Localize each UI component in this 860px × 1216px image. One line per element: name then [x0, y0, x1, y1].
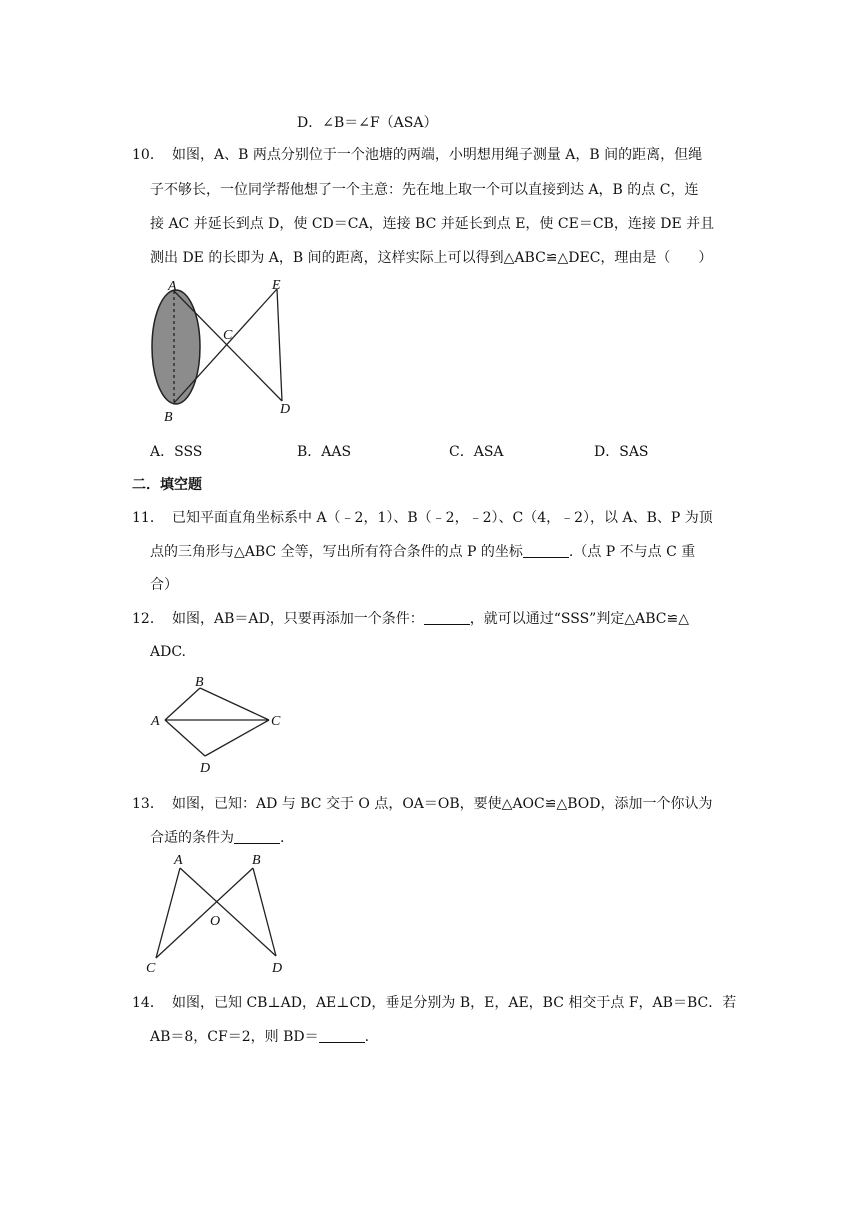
section-fill-in-title: 二．填空题 [132, 477, 202, 493]
label-b: B [252, 853, 261, 868]
q10-text-line2: 子不够长，一位同学帮他想了一个主意：先在地上取一个可以直接到达 A，B 的点 C，连 [150, 182, 699, 198]
q14-text-line2 [150, 1027, 369, 1047]
segment-de [277, 289, 282, 401]
q10-number: 10． [132, 147, 164, 163]
label-b: B [195, 675, 204, 690]
q11-answer-blank[interactable] [523, 543, 569, 558]
label-a: A [174, 853, 183, 868]
q11-text-line3: 合） [150, 577, 178, 593]
q11-text-line2b: .（点 P 不与点 C 重 [568, 544, 696, 560]
q13-number: 13． [132, 796, 164, 812]
q13-text-line2 [150, 828, 284, 848]
label-e: E [272, 278, 281, 293]
q12-text-line1a: 如图，AB＝AD，只要再添加一个条件： [172, 611, 424, 627]
segment-bc [200, 688, 269, 720]
q11-text-line2 [150, 542, 695, 562]
q10-option-d[interactable]: D．SAS [594, 444, 649, 460]
segment-bc [156, 868, 253, 958]
label-d: D [272, 961, 283, 976]
label-c: C [223, 328, 233, 343]
q14-answer-blank[interactable] [319, 1028, 365, 1043]
label-o: O [210, 914, 221, 929]
label-c: C [146, 961, 156, 976]
q9-option-d: D．∠B＝∠F（ASA） [297, 115, 438, 131]
segment-ad [165, 720, 205, 756]
q10-option-b[interactable]: B．AAS [297, 444, 352, 460]
segment-dc [205, 720, 269, 756]
q14-text-line2b: . [364, 1029, 370, 1045]
label-c: C [271, 714, 281, 729]
q11-text-line1: 已知平面直角坐标系中 A（﹣2，1）、B（﹣2，﹣2）、C（4，﹣2），以 A、B、P 为顶 [172, 510, 713, 526]
label-d: D [200, 761, 211, 776]
segment-ad [180, 868, 276, 956]
q10-text-line1: 如图，A、B 两点分别位于一个池塘的两端，小明想用绳子测量 A，B 间的距离，但绳 [172, 147, 703, 163]
segment-ac [156, 868, 180, 958]
q10-text-line3: 接 AC 并延长到点 D，使 CD＝CA，连接 BC 并延长到点 E，使 CE＝CB，连接 DE 并且 [150, 216, 715, 232]
q12-quadrilateral-figure [145, 668, 295, 780]
q11-number: 11． [132, 510, 164, 526]
q10-option-a[interactable]: A．SSS [150, 444, 203, 460]
q14-number: 14． [132, 995, 164, 1011]
q13-answer-blank[interactable] [234, 829, 280, 844]
q12-number: 12． [132, 611, 164, 627]
q12-text-line2: ADC. [150, 644, 186, 660]
q12-text-line1 [172, 609, 689, 629]
label-a: A [151, 714, 160, 729]
q12-text-line1b: ，就可以通过“SSS”判定△ABC≌△ [469, 611, 689, 627]
q10-text-line4: 测出 DE 的长即为 A，B 间的距离，这样实际上可以得到△ABC≌△DEC，理由是（ ） [150, 250, 713, 266]
q14-text-line1: 如图，已知 CB⊥AD，AE⊥CD，垂足分别为 B，E，AE，BC 相交于点 F，AB＝BC．若 [172, 995, 737, 1011]
q13-text-line2b: . [280, 830, 285, 846]
q13-bowtie-figure [140, 850, 300, 980]
q12-answer-blank[interactable] [424, 610, 470, 625]
q10-pond-figure [140, 275, 300, 425]
segment-bd [253, 868, 276, 956]
label-d: D [280, 402, 291, 417]
label-a: A [168, 279, 177, 294]
q10-option-c[interactable]: C．ASA [449, 444, 504, 460]
q11-text-line2a: 点的三角形与△ABC 全等，写出所有符合条件的点 P 的坐标 [150, 544, 523, 560]
pond-shape [152, 290, 200, 404]
q13-text-line2a: 合适的条件为 [150, 830, 234, 846]
q14-text-line2a: AB＝8，CF＝2，则 BD＝ [150, 1029, 319, 1045]
segment-ab [165, 688, 200, 720]
label-b: B [164, 410, 173, 425]
q13-text-line1: 如图，已知：AD 与 BC 交于 O 点，OA＝OB，要使△AOC≌△BOD，添加一个你认为 [172, 796, 713, 812]
